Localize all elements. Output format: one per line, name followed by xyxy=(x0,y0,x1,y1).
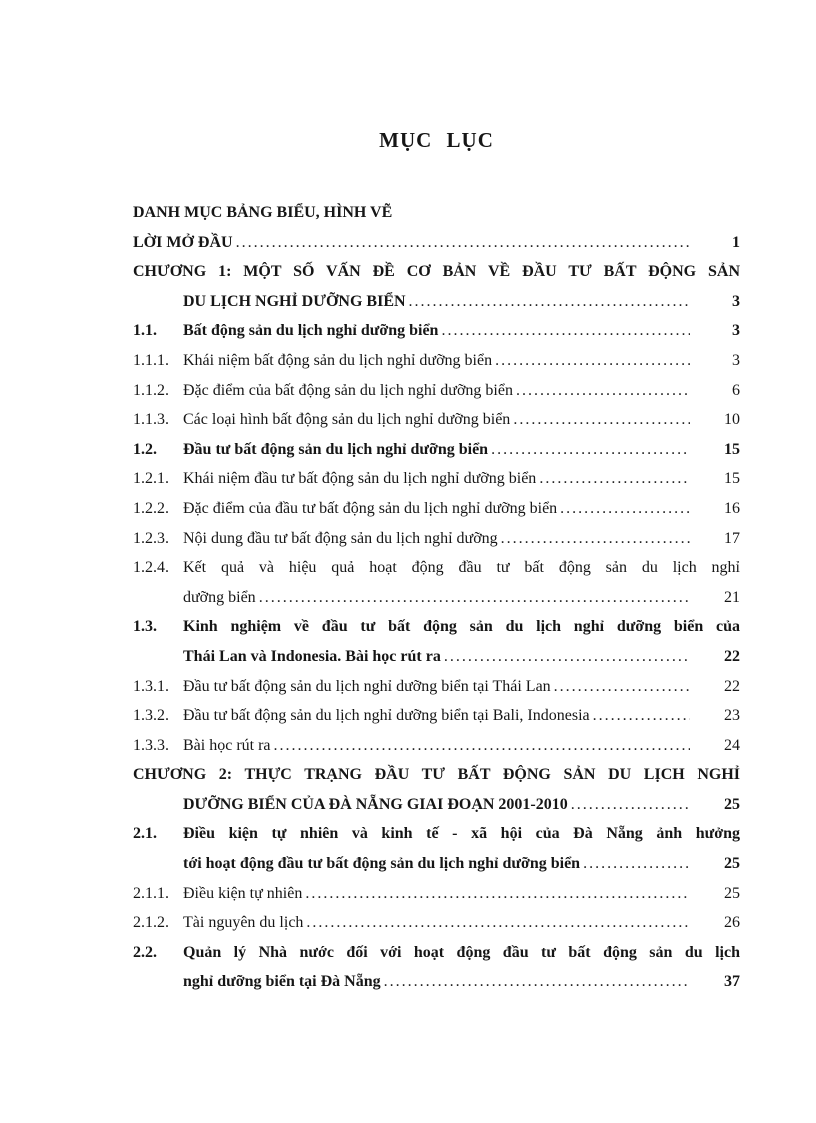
toc-entry xyxy=(133,672,740,702)
entry-text: dưỡng biển xyxy=(183,588,256,606)
dot-leader xyxy=(495,346,690,376)
entry-text: Đầu tư bất động sản du lịch nghỉ dưỡng biển tại Bali, Indonesia xyxy=(183,707,590,725)
dot-leader xyxy=(560,494,690,524)
entry-number: 1.3.2. xyxy=(133,707,169,725)
entry-content xyxy=(133,967,740,997)
dot-leader xyxy=(444,642,690,672)
entry-content xyxy=(133,257,740,287)
entry-content xyxy=(183,494,740,524)
dot-leader xyxy=(571,790,690,820)
entry-text: LỜI MỞ ĐẦU xyxy=(133,233,233,251)
entry-page: 22 xyxy=(724,677,740,695)
toc-entry xyxy=(133,731,740,761)
page-title: MỤC LỤC xyxy=(379,128,494,152)
entry-text: Bất động sản du lịch nghỉ dưỡng biển xyxy=(183,322,439,340)
entry-page: 37 xyxy=(724,973,740,991)
entry-page: 15 xyxy=(724,440,740,458)
toc-entry xyxy=(133,612,740,642)
toc-entry xyxy=(133,642,740,672)
entry-content xyxy=(133,198,740,228)
entry-text: Bài học rút ra xyxy=(183,736,271,754)
entry-number: 2.1.2. xyxy=(133,914,169,932)
dot-leader xyxy=(441,316,690,346)
entry-text: Đặc điểm của đầu tư bất động sản du lịch nghỉ dưỡng biển xyxy=(183,499,558,517)
entry-content xyxy=(133,760,740,790)
entry-number: 1.2.2. xyxy=(133,499,169,517)
entry-text: nghỉ dưỡng biển tại Đà Nẵng xyxy=(183,973,381,991)
entry-text: Đầu tư bất động sản du lịch nghỉ dưỡng biển tại Thái Lan xyxy=(183,677,551,695)
entry-content xyxy=(183,316,740,346)
entry-content xyxy=(183,879,740,909)
entry-text: Đặc điểm của bất động sản du lịch nghỉ dưỡng biển xyxy=(183,381,513,399)
entry-text: CHƯƠNG 2: THỰC TRẠNG ĐẦU TƯ BẤT ĐỘNG SẢN DU LỊCH NGHỈ xyxy=(133,766,740,784)
dot-leader xyxy=(491,435,690,465)
dot-leader xyxy=(501,524,690,554)
entry-page: 25 xyxy=(724,884,740,902)
entry-text: DANH MỤC BẢNG BIỂU, HÌNH VẼ xyxy=(133,204,393,221)
entry-content xyxy=(183,376,740,406)
entry-text: Kinh nghiệm về đầu tư bất động sản du lịch nghỉ dưỡng biển của xyxy=(183,618,740,636)
entry-content xyxy=(183,731,740,761)
dot-leader xyxy=(305,879,690,909)
entry-page: 24 xyxy=(724,736,740,754)
entry-page: 23 xyxy=(724,707,740,725)
entry-page: 22 xyxy=(724,647,740,665)
entry-page: 25 xyxy=(724,855,740,873)
entry-content xyxy=(133,849,740,879)
toc-entry xyxy=(133,346,740,376)
dot-leader xyxy=(409,287,690,317)
entry-text: Khái niệm bất động sản du lịch nghỉ dưỡng biển xyxy=(183,351,493,369)
entry-page: 17 xyxy=(724,529,740,547)
toc-entry xyxy=(133,198,740,228)
entry-page: 16 xyxy=(724,499,740,517)
toc-entry xyxy=(133,701,740,731)
dot-leader xyxy=(274,731,690,761)
entry-content xyxy=(133,642,740,672)
dot-leader xyxy=(583,849,690,879)
dot-leader xyxy=(384,967,690,997)
entry-content xyxy=(183,464,740,494)
entry-page: 1 xyxy=(732,233,740,251)
entry-page: 6 xyxy=(732,381,740,399)
entry-page: 26 xyxy=(724,914,740,932)
entry-text: CHƯƠNG 1: MỘT SỐ VẤN ĐỀ CƠ BẢN VỀ ĐẦU TƯ BẤT ĐỘNG SẢN xyxy=(133,263,740,281)
entry-content xyxy=(183,701,740,731)
entry-number: 1.1.3. xyxy=(133,411,169,429)
toc-list xyxy=(133,198,740,997)
entry-text: tới hoạt động đầu tư bất động sản du lịch nghỉ dưỡng biển xyxy=(183,855,581,873)
entry-content xyxy=(133,790,740,820)
dot-leader xyxy=(539,464,690,494)
toc-entry xyxy=(133,257,740,287)
entry-number: 2.2. xyxy=(133,943,157,961)
toc-entry xyxy=(133,938,740,968)
entry-number: 2.1.1. xyxy=(133,884,169,902)
toc-entry xyxy=(133,819,740,849)
entry-page: 3 xyxy=(732,351,740,369)
entry-content xyxy=(183,553,740,583)
entry-text: Tài nguyên du lịch xyxy=(183,914,304,932)
entry-text: DU LỊCH NGHỈ DƯỠNG BIỂN xyxy=(183,292,406,310)
toc-entry xyxy=(133,524,740,554)
entry-number: 1.1. xyxy=(133,322,157,340)
dot-leader xyxy=(554,672,690,702)
dot-leader xyxy=(513,405,690,435)
toc-entry xyxy=(133,405,740,435)
entry-number: 1.2. xyxy=(133,440,157,458)
entry-number: 1.2.4. xyxy=(133,559,169,577)
entry-number: 1.2.3. xyxy=(133,529,169,547)
entry-page: 10 xyxy=(724,411,740,429)
entry-text: Nội dung đầu tư bất động sản du lịch nghỉ dưỡng xyxy=(183,529,498,547)
entry-content xyxy=(183,672,740,702)
entry-page: 25 xyxy=(724,795,740,813)
entry-page: 3 xyxy=(732,292,740,310)
entry-number: 2.1. xyxy=(133,825,157,843)
toc-entry xyxy=(133,908,740,938)
toc-entry xyxy=(133,849,740,879)
toc-entry xyxy=(133,316,740,346)
entry-number: 1.1.2. xyxy=(133,381,169,399)
entry-content xyxy=(183,938,740,968)
toc-entry xyxy=(133,494,740,524)
dot-leader xyxy=(259,583,690,613)
entry-text: Điều kiện tự nhiên xyxy=(183,884,303,902)
toc-entry xyxy=(133,790,740,820)
entry-page: 21 xyxy=(724,588,740,606)
entry-content xyxy=(183,908,740,938)
dot-leader xyxy=(306,908,690,938)
toc-entry xyxy=(133,583,740,613)
entry-number: 1.2.1. xyxy=(133,470,169,488)
entry-content xyxy=(183,346,740,376)
toc-entry xyxy=(133,228,740,258)
dot-leader xyxy=(516,376,690,406)
entry-content xyxy=(133,287,740,317)
entry-text: Kết quả và hiệu quả hoạt động đầu tư bất động sản du lịch nghỉ xyxy=(183,559,740,577)
entry-content xyxy=(183,405,740,435)
toc-entry xyxy=(133,967,740,997)
entry-text: Các loại hình bất động sản du lịch nghỉ dưỡng biển xyxy=(183,411,511,429)
toc-entry xyxy=(133,760,740,790)
entry-content xyxy=(183,435,740,465)
dot-leader xyxy=(236,228,690,258)
entry-text: Điều kiện tự nhiên và kinh tế - xã hội của Đà Nẵng ảnh hưởng xyxy=(183,825,740,843)
toc-entry xyxy=(133,464,740,494)
entry-text: Quản lý Nhà nước đối với hoạt động đầu tư bất động sản du lịch xyxy=(183,943,740,961)
entry-text: Khái niệm đầu tư bất động sản du lịch nghỉ dưỡng biển xyxy=(183,470,537,488)
entry-content xyxy=(133,583,740,613)
entry-page: 15 xyxy=(724,470,740,488)
entry-page: 3 xyxy=(732,322,740,340)
entry-content xyxy=(183,819,740,849)
toc-entry xyxy=(133,376,740,406)
entry-text: Thái Lan và Indonesia. Bài học rút ra xyxy=(183,647,441,665)
entry-content xyxy=(133,228,740,258)
dot-leader xyxy=(593,701,690,731)
entry-number: 1.3. xyxy=(133,618,157,636)
entry-number: 1.3.3. xyxy=(133,736,169,754)
entry-content xyxy=(183,612,740,642)
entry-text: Đầu tư bất động sản du lịch nghỉ dưỡng biển xyxy=(183,440,489,458)
toc-entry xyxy=(133,287,740,317)
toc-entry xyxy=(133,879,740,909)
toc-entry xyxy=(133,553,740,583)
toc-entry xyxy=(133,435,740,465)
entry-number: 1.1.1. xyxy=(133,351,169,369)
entry-text: DƯỠNG BIỂN CỦA ĐÀ NẴNG GIAI ĐOẠN 2001-2010 xyxy=(183,795,568,813)
entry-number: 1.3.1. xyxy=(133,677,169,695)
entry-content xyxy=(183,524,740,554)
